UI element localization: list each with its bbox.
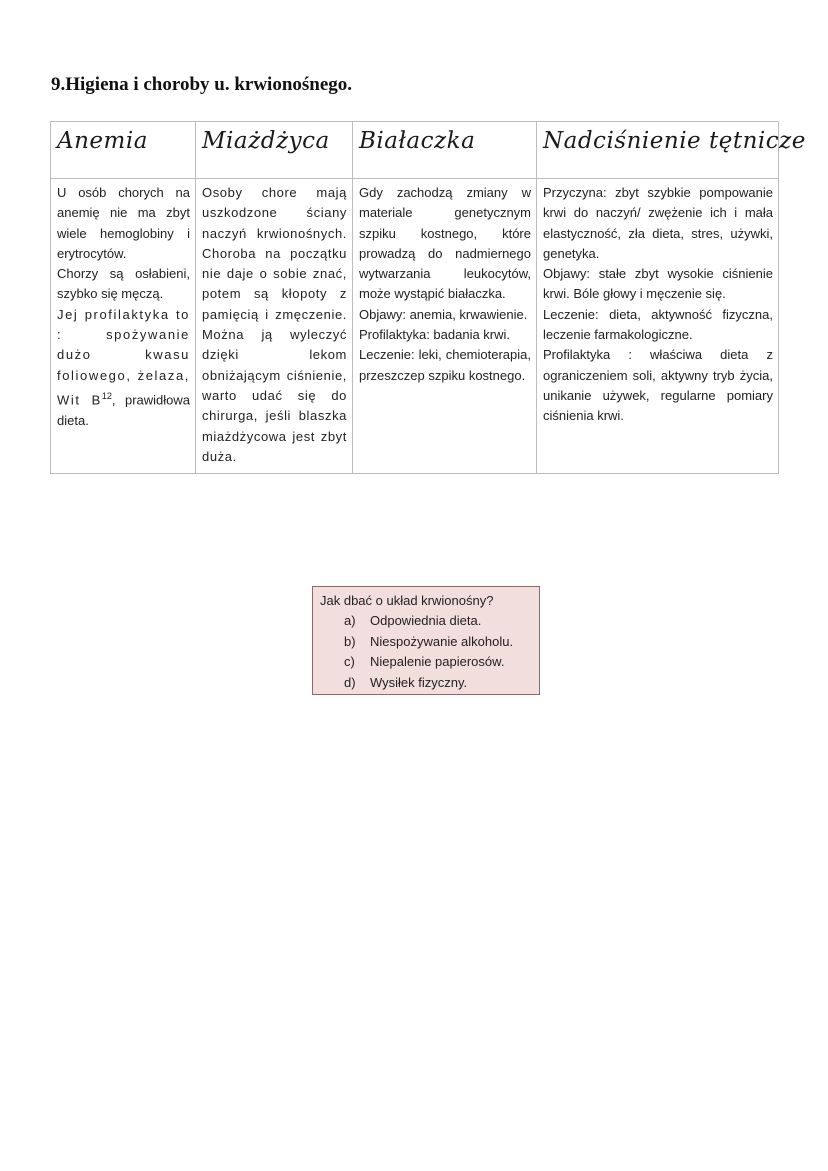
anemia-definition: U osób chorych na anemię nie ma zbyt wiele hemoglobiny i erytrocytów.	[57, 185, 190, 261]
header-nadcisnienie: Nadciśnienie tętnicze	[537, 122, 779, 179]
bialaczka-symptoms: Objawy: anemia, krwawienie.	[359, 306, 528, 322]
list-item	[320, 673, 532, 693]
header-miazdzyca: Miażdżyca	[196, 122, 353, 179]
anemia-prevention-text: Jej profilaktyka to : spożywanie dużo kwasu foliowego, żelaza, Wit B	[57, 306, 190, 408]
bialaczka-prevention: Profilaktyka: badania krwi.	[359, 327, 511, 343]
care-tips-list	[320, 611, 532, 693]
care-tips-box	[312, 586, 540, 695]
miazdzyca-text: Osoby chore mają uszkodzone ściany naczyń krwionośnych. Choroba na początku nie daje o sobie znać, potem są kłopoty z pamięcią i zmęczenie. Można ją wyleczyć dzięki lekom obniżającym ciśnienie, warto udać się do chirurga, jeśli blaszka miażdżycowa jest zbyt duża.	[202, 185, 347, 464]
page-title: 9.Higiena i choroby u. krwionośnego.	[51, 74, 353, 95]
list-item-text: Odpowiednia dieta.	[370, 613, 482, 629]
list-marker: c)	[344, 654, 355, 670]
bialaczka-treatment: Leczenie: leki, chemioterapia, przeszczep szpiku kostnego.	[359, 347, 531, 383]
cell-nadcisnienie	[537, 179, 779, 474]
cell-miazdzyca	[196, 179, 353, 474]
vitamin-superscript: 12	[101, 390, 112, 401]
nadcisnienie-cause: Przyczyna: zbyt szybkie pompowanie krwi do naczyń/ zwężenie ich i mała elastyczność, zła dieta, stres, używki, genetyka.	[543, 185, 773, 261]
header-bialaczka: Białaczka	[353, 122, 537, 179]
list-item	[320, 652, 532, 672]
nadcisnienie-prevention: Profilaktyka : właściwa dieta z ograniczeniem soli, aktywny tryb życia, unikanie używek, regularne pomiary ciśnienia krwi.	[543, 347, 773, 424]
nadcisnienie-symptoms: Objawy: stałe zbyt wysokie ciśnienie krwi. Bóle głowy i męczenie się.	[543, 266, 773, 302]
list-marker: b)	[344, 633, 356, 649]
list-marker: a)	[344, 613, 356, 629]
anemia-prevention	[57, 305, 190, 431]
list-item-text: Niepalenie papierosów.	[370, 654, 505, 670]
list-item	[320, 632, 532, 652]
header-anemia: Anemia	[51, 122, 196, 179]
cell-bialaczka	[353, 179, 537, 474]
anemia-prevention-end: , prawidłowa dieta.	[57, 392, 190, 428]
nadcisnienie-treatment: Leczenie: dieta, aktywność fizyczna, leczenie farmakologiczne.	[543, 306, 773, 343]
cell-anemia	[51, 179, 196, 474]
care-question: Jak dbać o układ krwionośny?	[320, 593, 494, 608]
list-item-text: Niespożywanie alkoholu.	[370, 633, 514, 649]
list-item	[320, 611, 532, 631]
list-marker: d)	[344, 674, 356, 690]
list-item-text: Wysiłek fizyczny.	[370, 674, 468, 690]
diseases-table	[50, 121, 806, 474]
bialaczka-definition: Gdy zachodzą zmiany w materiale genetycznym szpiku kostnego, które prowadzą do nadmiernego wytwarzania leukocytów, może wystąpić białaczka.	[359, 185, 531, 302]
table-row	[51, 179, 779, 474]
table-header-row	[51, 122, 779, 179]
anemia-symptoms: Chorzy są osłabieni, szybko się męczą.	[57, 266, 190, 302]
